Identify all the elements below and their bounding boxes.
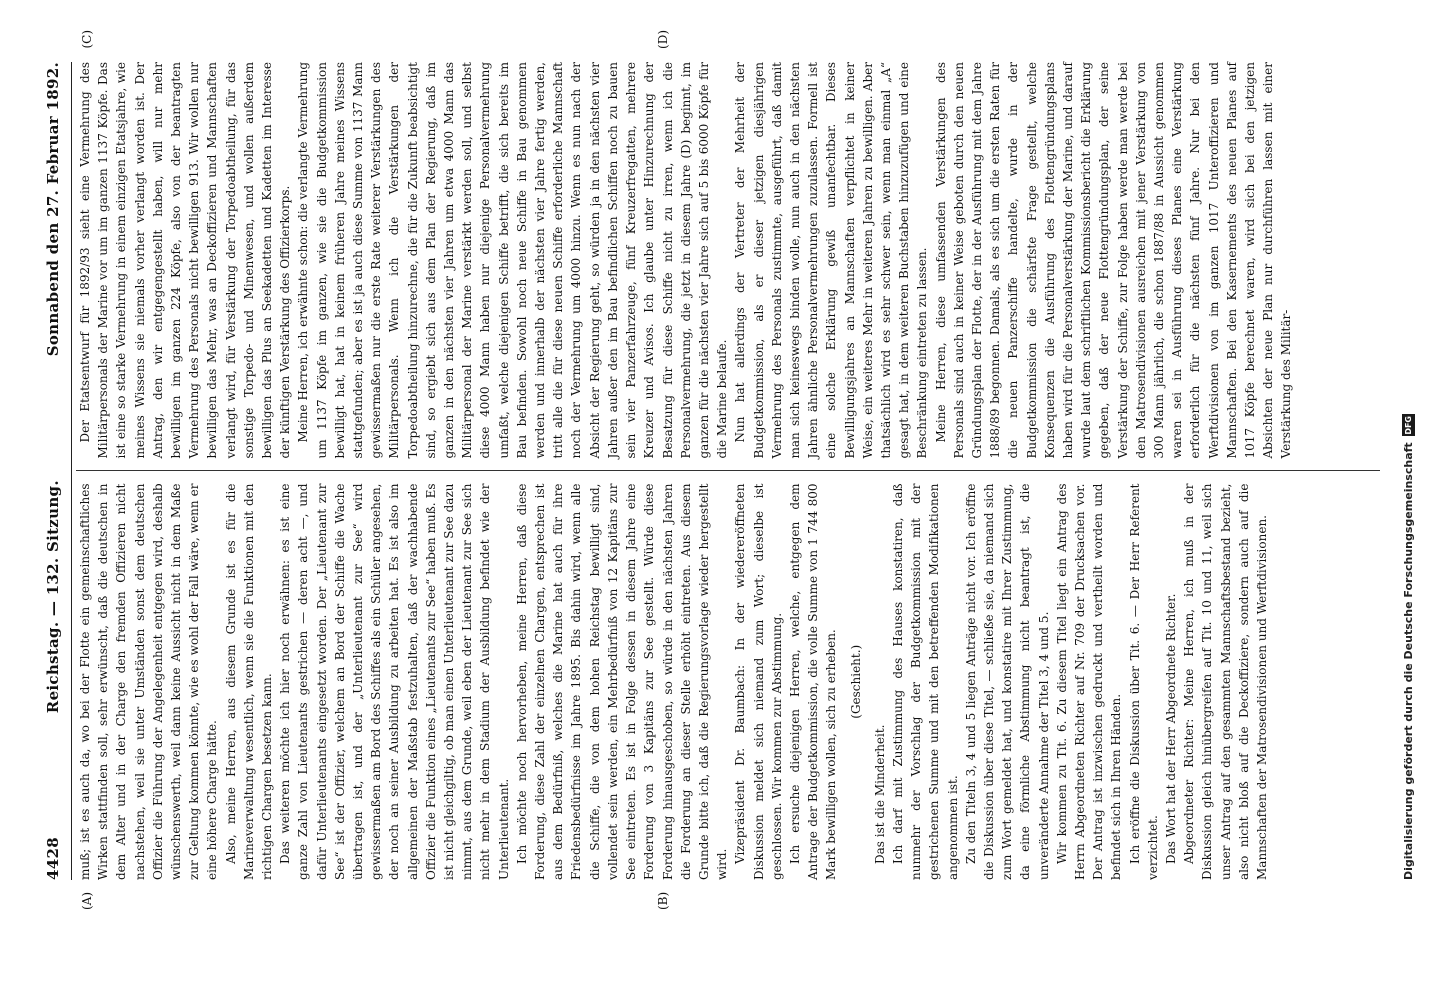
dfg-logo-icon: DFG	[1404, 416, 1413, 435]
paragraph: (Geschieht.)	[848, 644, 863, 719]
text-columns	[76, 30, 1380, 910]
paragraph: Das ist die Minderheit.	[872, 724, 887, 864]
page-number: 4428	[44, 837, 62, 880]
margin-mark-a: (A)	[80, 891, 94, 910]
margin-mark-d: (D)	[656, 30, 670, 49]
left-column	[76, 472, 1380, 910]
paragraph: Also, meine Herren, aus diesem Grunde ist es für die Marineverwaltung wesentlich, wenn sie die Funktionen mit den richtigen Chargen besetzen kann.	[223, 483, 275, 880]
credit-text: Digitalisierung gefördert durch die Deutsche Forschungsgemeinschaft	[1402, 442, 1415, 880]
paragraph: Zu den Titeln 3, 4 und 5 liegen Anträge nicht vor. Ich eröffne die Diskussion über diese Titel, — schließe sie, da niemand sich zum Wort gemeldet hat, und konstatire mit Ihrer Zustimmung, da eine förmliche Abstimmung nicht beantragt ist, die unveränderte Annahme der Titel 3, 4 und 5.	[963, 483, 1051, 880]
paragraph: Ich ersuche diejenigen Herren, welche, entgegen dem Antrage der Budgetkommission, die volle Summe von 1 744 800 Mark bewilligen wollen, sich zu erheben.	[787, 483, 839, 880]
paragraph: Ich darf mit Zustimmung des Hauses konstatiren, daß nunmehr der Vorschlag der Budgetkommission mit der gestrichenen Summe und mit den betreffenden Modifikationen angenommen ist.	[890, 483, 960, 880]
paragraph: Wir kommen zu Tit. 6. Zu diesem Titel liegt ein Antrag des Herrn Abgeordneten Richter auf Nr. 709 der Drucksachen vor. Der Antrag ist inzwischen gedruckt und vertheilt worden und befindet sich in Ihren Händen.	[1054, 483, 1124, 880]
paragraph: Das Wort hat der Herr Abgeordnete Richter.	[1163, 593, 1178, 864]
digitization-credit	[1402, 414, 1415, 880]
right-column	[76, 30, 1380, 471]
margin-mark-b: (B)	[656, 891, 670, 910]
paragraph: Ich eröffne die Diskussion über Tit. 6. — Der Herr Referent verzichtet.	[1127, 483, 1160, 880]
paragraph: Der Etatsentwurf für 1892/93 sieht eine Vermehrung des Militärpersonals der Marine vor um im ganzen 1137 Köpfe. Das ist eine so starke Vermehrung in einem einzigen Etatsjahre, wie meines Wissens sie niemals vorher verlangt worden ist. Der Antrag, den wir entgegengestellt haben, will nur mehr bewilligen im ganzen 224 Köpfe, also von der beantragten Vermehrung des Personals nicht bewilligen 913. Wir wollen nur bewilligen das Mehr, was an Deckoffizieren und Mannschaften verlangt wird, für Verstärkung der Torpedoabtheilung, für das sonstige Torpedo- und Minenwesen, und wollen außerdem bewilligen das Plus an Seekadetten und Kadetten im Interesse der künftigen Verstärkung des Offizierkorps.	[78, 62, 293, 459]
paragraph: Meine Herren, diese umfassenden Verstärkungen des Personals sind auch in keiner Weise geboten durch den neuen Gründungsplan der Flotte, der in der Ausführung mit dem Jahre 1888/89 begonnen. Damals, als es sich um die ersten Raten für die neuen Panzerschiffe handelte, wurde in der Budgetkommission die schärfste Frage gestellt, welche Konsequenzen die Ausführung des Flottengründungsplans haben wird für die Personalverstärkung der Marine, und darauf wurde laut dem schriftlichen Kommissionsbericht die Erklärung gegeben, daß der neue Flottengründungsplan, der seine Verstärkung der Schiffe, zur Folge haben werde man werde bei den Matrosendivisionen ausreichen mit jener Verstärkung von 300 Mann jährlich, die schon 1887/88 in Aussicht genommen waren sei in Ausführung dieses Planes eine Verstärkung erforderlich für die nächsten fünf Jahre. Nur bei den Werftdivisionen von im ganzen 1017 Unteroffizieren und Mannschaften. Bei den Kasernements des neuen Planes auf 1017 Köpfe berechnet waren, wird sich bei den jetzigen Absichten der neue Plan nur durchführen lassen mit einer Verstärkung des Militär-	[933, 62, 1294, 459]
paragraph: muß; ist es auch da, wo bei der Flotte ein gemeinschaftliches Wirken stattfinden soll, sehr erwünscht, daß die deutschen in dem Alter und in der Charge den fremden Offizieren nicht nachstehen, weil sie unter Umständen sonst dem deutschen Offizier die Führung der Angelegenheit entgegen wird, deshalb wünschenswerth, weil dann keine Aussicht nicht in dem Maße zur Geltung kommen könnte, wie es wohl der Fall wäre, wenn er eine höhere Charge hätte.	[78, 483, 220, 880]
session-date: Sonnabend den 27. Februar 1892.	[44, 62, 62, 357]
paragraph: Ich möchte noch hervorheben, meine Herren, daß diese Forderung, diese Zahl der einzelnen Chargen, entsprechen ist aus dem Bedürfniß, welches die Marine hat auch für ihre Friedensbedürfnisse im Jahre 1895. Bis dahin wird, wenn alle die Schiffe, die von dem hohen Reichstag bewilligt sind, vollendet sein werden, ein Mehrbedürfniß von 12 Kapitäns zur See eintreten. Es ist in Folge dessen in diesem Jahre eine Forderung von 3 Kapitäns zur See gestellt. Würde diese Forderung hinausgeschoben, so würde in den nächsten Jahren die Forderung an dieser Stelle erhöht eintreten. Aus diesem Grunde bitte ich, daß die Regierungsvorlage wieder hergestellt wird.	[514, 483, 730, 880]
paragraph: Nun hat allerdings der Vertreter der Mehrheit der Budgetkommission, als er dieser jetzigen diesjährigen Vermehrung des Personals zustimmte, ausgeführt, daß damit man sich keineswegs binden wolle, nun auch in den nächsten Jahren ähnliche Personalvermehrungen zuzulassen. Formell ist eine solche Erklärung gewiß unanfechtbar. Dieses Bewilligungsjahres an Mannschaften verpflichtet in keiner Weise, ein weiteres Mehr in weiteren Jahren zu bewilligen. Aber thatsächlich wird es sehr schwer sein, wenn man einmal „A“ gesagt hat, in dem weiteren Buchstaben hinzuzufügen und eine Beschränkung eintreten zu lassen.	[733, 62, 930, 459]
paragraph: Das weiteren möchte ich hier noch erwähnen: es ist eine ganze Zahl von Lieutenants gestrichen — deren acht —, und dafür Unterlieutenants eingesetzt worden. Der „Lieutenant zur See“ ist der Offizier, welchem an Bord der Schiffe die Wache übertragen ist, und der „Unterlieutenant zur See“ wird gewissermaßen am Bord des Schiffes als ein Schüler angesehen, der noch an seiner Ausbildung zu arbeiten hat. Es ist also im allgemeinen der Maßstab festzuhalten, daß der wachhabende Offizier die Funktion eines „Lieutenants zur See“ haben muß. Es ist nicht gleichgiltig, ob man einen Unterlieutenant zur See dazu nimmt, aus dem Grunde, weil eben der Lieutenant zur See sich nicht mehr in dem Stadium der Ausbildung befindet wie der Unterlieutenant.	[278, 483, 511, 880]
session-title: Reichstag. — 132. Sitzung.	[44, 480, 62, 714]
paragraph: Abgeordneter Richter: Meine Herren, ich muß in der Diskussion gleich hinübergreifen auf Tit. 10 und 11, weil sich unser Antrag auf den gesammten Mannschaftsbestand bezieht, also nicht bloß auf die Deckoffiziere, sondern auch auf die Mannschaften der Matrosendivisionen und Werftdivisionen.	[1182, 483, 1269, 880]
paragraph: Vizepräsident Dr. Baumbach: In der wiedereröffneten Diskussion meldet sich niemand zum Wort; dieselbe ist geschlossen. Wir kommen zur Abstimmung.	[733, 483, 784, 880]
paragraph: Meine Herren, ich erwähnte schon: die verlangte Vermehrung um 1137 Köpfe im ganzen, wie sie die Budgetkommission bewilligt hat, hat in keinem früheren Jahre meines Wissens stattgefunden; aber es ist ja auch diese Summe von 1137 Mann gewissermaßen nur die erste Rate weiterer Verstärkungen des Militärpersonals. Wenn ich die Verstärkungen der Torpedoabtheilung hinzurechne, die für die Zukunft beabsichtigt sind, so ergiebt sich aus dem Plan der Regierung, daß im ganzen in den nächsten vier Jahren um etwa 4000 Mann das Militärpersonal der Marine verstärkt werden soll, und selbst diese 4000 Mann haben nur diejenige Personalvermehrung umfaßt, welche diejenigen Schiffe betrifft, die sich bereits im Bau befinden. Sowohl noch neue Schiffe in Bau genommen werden und innerhalb der nächsten vier Jahre fertig werden, tritt alle die für diese neuen Schiffe erforderliche Mannschaft noch der Vermehrung um 4000 hinzu. Wenn es nun nach der Absicht der Regierung geht, so würden ja in den nächsten vier Jahren außer den im Bau befindlichen Schiffen noch zu bauen sein vier Panzerfahrzeuge, fünf Kreuzerfregatten, mehrere Kreuzer und Avisos. Ich glaube unter Hinzurechnung der Besatzung für diese Schiffe nicht zu irren, wenn ich die Personalvermehrung, die jetzt in diesem Jahre (D) beginnt, im ganzen für die nächsten vier Jahre sich auf 5 bis 6000 Köpfe für die Marine belaufe.	[296, 62, 730, 459]
margin-mark-c: (C)	[80, 30, 94, 49]
